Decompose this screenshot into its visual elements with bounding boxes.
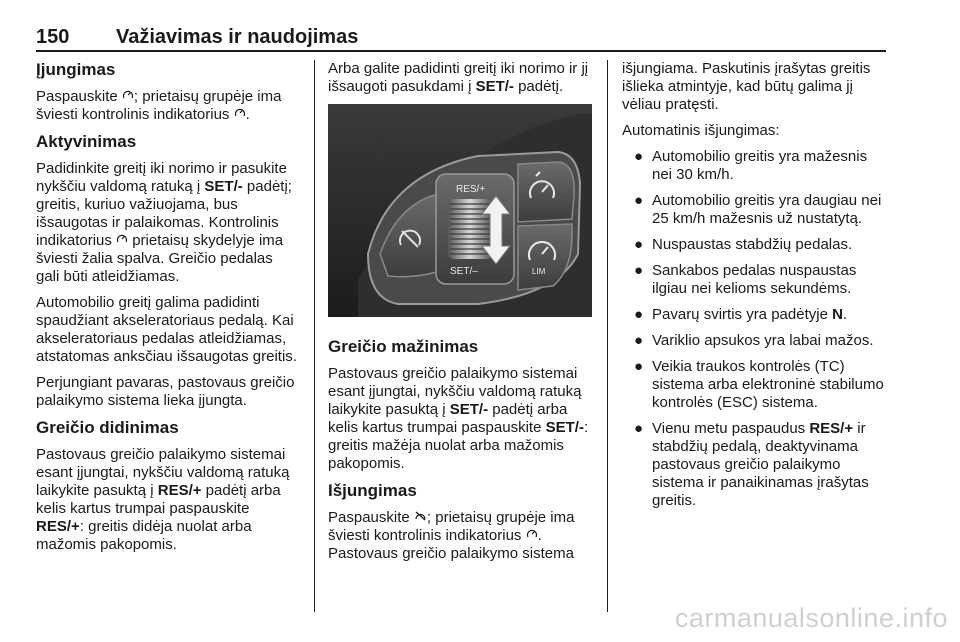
paragraph: išjungiama. Paskutinis įrašytas greitis išlieka atmintyje, kad būtų galima jį vėliau pratęsti. xyxy=(622,60,871,113)
paragraph: Paspauskite ; prietaisų grupėje ima šviesti kontrolinis indikatorius . xyxy=(36,88,282,123)
cruise-control-icon xyxy=(122,89,134,101)
cruise-control-off-icon xyxy=(414,510,427,522)
paragraph: Arba galite padidinti greitį iki norimo ir jį išsaugoti pasukdami į SET/- padėtį. xyxy=(328,60,589,95)
list-item: ● Automobilio greitis yra mažesnis nei 30 km/h. xyxy=(634,148,868,183)
paragraph: Perjungiant pavaras, pastovaus greičio palaikymo sistema lieka įjungta. xyxy=(36,374,295,409)
paragraph: Pastovaus greičio palaikymo sistemai esant įjungtai, nykščiu valdomą ratuką laikykite pasuktą į SET/- padėtį arba kelis kartus trumpai paspauskite SET/-: greitis mažėja nuolat arba mažomis pakopomis. xyxy=(328,365,589,472)
list-item: ● Variklio apsukos yra labai mažos. xyxy=(634,332,874,349)
cruise-control-icon xyxy=(116,233,128,245)
chapter-title: Važiavimas ir naudojimas xyxy=(116,26,359,48)
heading-mazinimas: Greičio mažinimas xyxy=(328,337,479,356)
steering-wheel-illustration xyxy=(328,104,592,317)
paragraph: Automatinis išjungimas: xyxy=(622,122,780,139)
page-number: 150 xyxy=(36,26,70,48)
bullet: ● xyxy=(634,332,644,349)
res-label: RES/+ xyxy=(456,184,486,195)
column-1 xyxy=(36,60,300,562)
watermark: carmanualsonline.info xyxy=(674,603,948,633)
heading-didinimas: Greičio didinimas xyxy=(36,418,179,437)
bullet: ● xyxy=(634,148,644,165)
paragraph: Automobilio greitį galima padidinti spaudžiant akseleratoriaus pedalą. Kai akseleratoriaus pedalas atleidžiamas, atstatomas anksčiau išsaugotas greitis. xyxy=(36,294,297,365)
heading-isjungimas: Išjungimas xyxy=(328,481,417,500)
cruise-control-icon xyxy=(234,107,246,119)
paragraph: Paspauskite ; prietaisų grupėje ima šviesti kontrolinis indikatorius . Pastovaus greičio palaikymo sistema xyxy=(328,509,575,562)
column-divider xyxy=(607,60,608,612)
bullet: ● xyxy=(634,358,644,375)
cruise-control-icon xyxy=(526,528,538,540)
list-item: ● Sankabos pedalas nuspaustas ilgiau nei kelioms sekundėms. xyxy=(634,262,857,297)
list-item: ● Vienu metu paspaudus RES/+ ir stabdžių pedalą, deaktyvinama pastovaus greičio palaikymo sistema ir panaikinamas įrašytas greitis. xyxy=(634,420,869,509)
heading-ijungimas: Įjungimas xyxy=(36,60,116,79)
column-2 xyxy=(328,60,592,571)
bullet: ● xyxy=(634,192,644,209)
bullet: ● xyxy=(634,262,644,279)
paragraph: Pastovaus greičio palaikymo sistemai esant įjungtai, nykščiu valdomą ratuką laikykite pasuktą į RES/+ padėtį arba kelis kartus trumpai paspauskite RES/+: greitis didėja nuolat arba mažomis pakopomis. xyxy=(36,446,290,553)
column-3 xyxy=(622,60,888,518)
bullet: ● xyxy=(634,236,644,253)
heading-aktyvinimas: Aktyvinimas xyxy=(36,132,137,151)
bullet: ● xyxy=(634,306,644,323)
speed-limiter-button xyxy=(518,162,574,222)
header-rule xyxy=(36,50,886,52)
steering-wheel-controls-figure xyxy=(328,104,592,317)
column-divider xyxy=(314,60,315,612)
set-label: SET/– xyxy=(450,266,478,277)
lim-label: LIM xyxy=(532,267,546,276)
list-item: ● Veikia traukos kontrolės (TC) sistema arba elektroninė stabilumo kontrolės (ESC) sistema. xyxy=(634,358,884,411)
list-item: ● Pavarų svirtis yra padėtyje N. xyxy=(634,306,848,323)
list-item: ● Automobilio greitis yra daugiau nei 25 km/h mažesnis už nustatytą. xyxy=(634,192,882,227)
paragraph: Padidinkite greitį iki norimo ir pasukite nykščiu valdomą ratuką į SET/- padėtį; greitis, kuriuo važiuojama, bus išsaugotas ir palaikomas. Kontrolinis indikatorius prietaisų skydelyje ima šviesti žalia spalva. Greičio pedalas gali būti atleidžiamas. xyxy=(36,160,292,285)
auto-off-list xyxy=(622,148,888,510)
list-item: ● Nuspaustas stabdžių pedalas. xyxy=(634,236,853,253)
bullet: ● xyxy=(634,420,644,437)
page-header xyxy=(36,16,888,48)
